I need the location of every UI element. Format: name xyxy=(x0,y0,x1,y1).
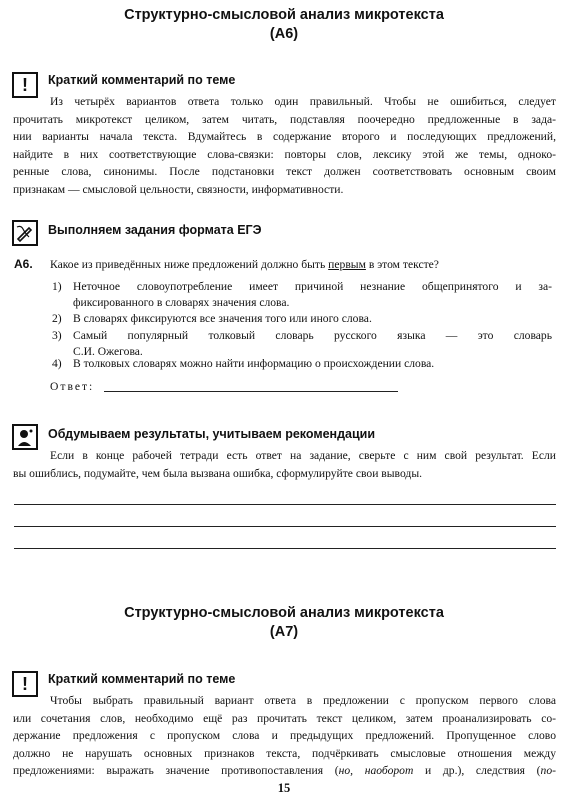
writing-line-2[interactable] xyxy=(14,526,556,527)
text-line: Чтобы выбрать правильный вариант ответа в предложении с пропуском первого слова xyxy=(50,694,556,707)
section-title-a7 xyxy=(0,604,568,642)
comment-heading: Краткий комментарий по теме xyxy=(48,73,236,87)
title-text: Структурно-смысловой анализ микротекста xyxy=(124,7,444,23)
exclamation-icon: ! xyxy=(12,72,38,98)
thinking-person-icon xyxy=(12,424,38,450)
text-line: или сочетания слов, необходимо ещё раз прочитать текст целиком, затем проанализировать со- xyxy=(13,711,556,725)
writing-line-1[interactable] xyxy=(14,504,556,505)
page-number: 15 xyxy=(277,781,291,795)
comment-text xyxy=(13,93,556,198)
section-title-a6 xyxy=(0,6,568,44)
answer-option-2: 2) В словарях фиксируются все значения того или иного слова. xyxy=(52,312,372,325)
text-line: прочитать микротекст целиком, затем читать, подставляя поочередно предложенные в зада- xyxy=(13,112,556,126)
comment-text xyxy=(13,692,556,780)
answer-option-1: 1) Неточное словоупотребление имеет причиной незнание общепринятого и за- фиксированного в словарях значения слова. xyxy=(52,280,552,309)
pencil-task-icon xyxy=(12,220,38,246)
text-line: Из четырёх вариантов ответа только один правильный. Чтобы не ошибиться, следует xyxy=(50,95,556,108)
reflect-heading: Обдумываем результаты, учитываем рекомендации xyxy=(48,427,376,441)
reflect-text xyxy=(13,447,556,482)
emphasis-word: первым xyxy=(328,258,366,271)
answer-option-3: 3) Самый популярный толковый словарь русского языка — это словарь С.И. Ожегова. xyxy=(52,329,552,358)
tasks-heading: Выполняем задания формата ЕГЭ xyxy=(48,223,262,237)
question-text: Какое из приведённых ниже предложений должно быть первым в этом тексте? xyxy=(50,258,439,271)
answer-option-4: 4) В толковых словарях можно найти информацию о происхождении слова. xyxy=(52,357,435,370)
text-line: нии варианты начала текста. Вдумайтесь в содержание второго и последующих предложений, xyxy=(13,130,556,143)
comment-heading: Краткий комментарий по теме xyxy=(48,672,236,686)
title-text: Структурно-смысловой анализ микротекста xyxy=(124,605,444,621)
text-line: ренные слова, синонимы. После подстановки текст должен соответствовать основным своим xyxy=(13,165,556,178)
text-line: вы ошиблись, подумайте, чем была вызвана ошибка, сформулируйте свои выводы. xyxy=(13,466,423,480)
question-number: А6. xyxy=(14,257,33,271)
exclamation-icon: ! xyxy=(12,671,38,697)
text-line: должно не нарушать основных признаков текста, подчёркивать смысловые отношения между xyxy=(13,746,556,760)
answer-label: Ответ: xyxy=(50,380,95,393)
task-code: (А6) xyxy=(269,26,299,42)
answer-field-line[interactable] xyxy=(104,391,398,392)
text-line: признакам — смысловой цельности, связности, информативности. xyxy=(13,182,344,196)
text-line: предложениями: выражать значение противопоставления (но, наоборот и др.), следствия (по- xyxy=(13,764,556,777)
text-line: найдите в них соответствующие слова-связки: повторы слов, лексику этой же темы, одноко- xyxy=(13,147,556,161)
task-code: (А7) xyxy=(269,624,299,640)
writing-line-3[interactable] xyxy=(14,548,556,549)
text-line: держание предложения с пропуском слова и предыдущих предложений. Пропущенное слово xyxy=(13,729,556,742)
text-line: Если в конце рабочей тетради есть ответ на задание, сверьте с ним свой результат. Если xyxy=(50,449,556,462)
